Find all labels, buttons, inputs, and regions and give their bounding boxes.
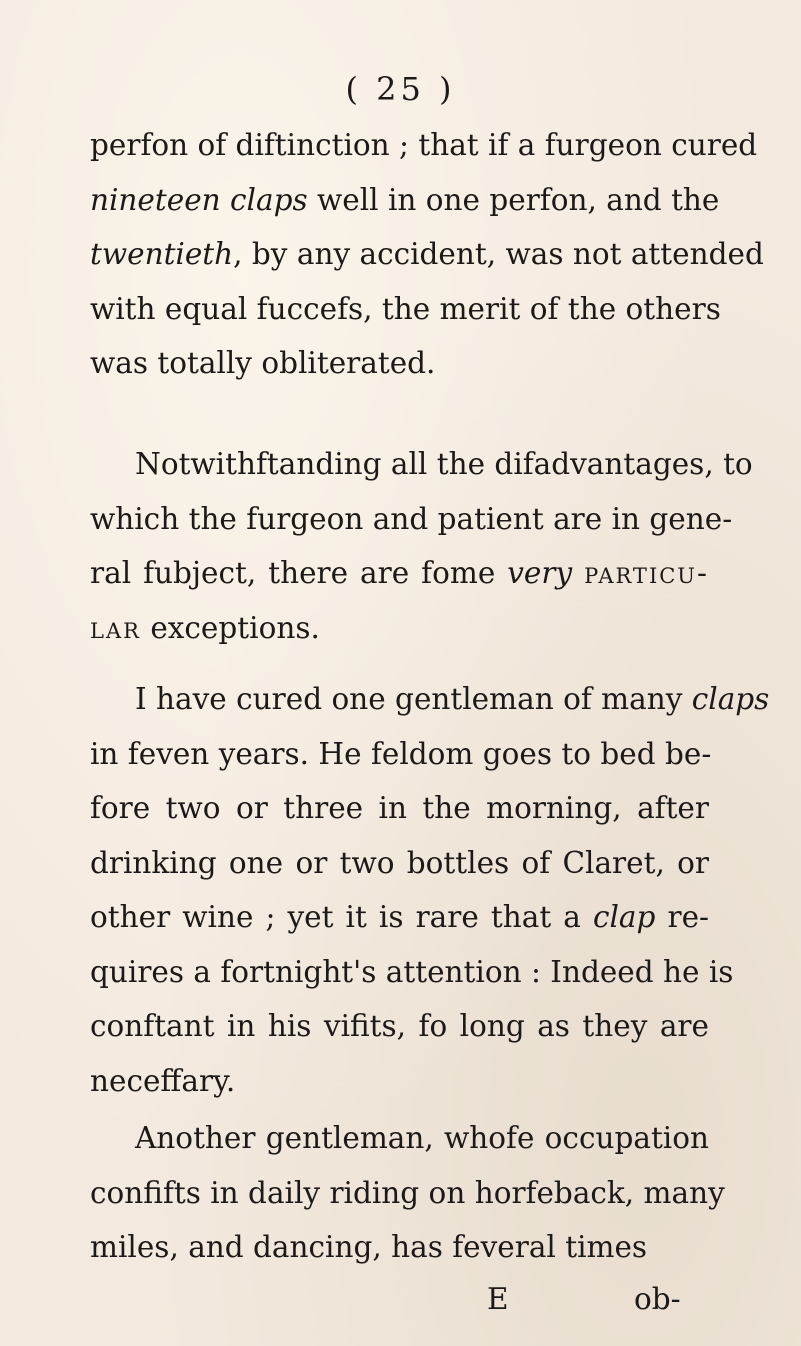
italic-text: very <box>507 556 573 590</box>
text-line <box>90 553 709 593</box>
text-line <box>90 1006 709 1046</box>
text-line <box>90 952 734 992</box>
text-line <box>135 679 770 719</box>
text-line <box>90 1227 709 1267</box>
text-segment: Another gentleman, whofe occupation <box>135 1121 709 1155</box>
page-number: ( 25 ) <box>345 70 456 108</box>
text-line <box>90 289 721 329</box>
italic-text: claps <box>691 682 770 716</box>
text-line <box>90 897 709 937</box>
text-line <box>90 734 712 774</box>
text-line <box>90 788 709 828</box>
small-caps-text: particu- <box>584 556 709 590</box>
text-segment: ral fubject, there are fome <box>90 556 508 590</box>
text-segment: drinking one or two bottles of Claret, or <box>90 846 709 880</box>
text-segment: was totally obliterated. <box>90 346 436 380</box>
text-segment: well in one perfon, and the <box>307 183 720 217</box>
italic-text: twentieth <box>90 237 234 271</box>
signature-mark: E <box>487 1282 509 1316</box>
text-line <box>135 444 753 484</box>
italic-text: nineteen claps <box>90 183 308 217</box>
italic-text: clap <box>592 900 656 934</box>
catchword: ob- <box>634 1282 681 1316</box>
text-line <box>135 1118 709 1158</box>
text-segment: which the furgeon and patient are in gene- <box>90 502 733 536</box>
text-line <box>90 343 709 383</box>
text-line <box>90 843 709 883</box>
text-segment: re- <box>655 900 709 934</box>
text-line <box>90 1061 709 1101</box>
text-segment: confifts in daily riding on horfeback, many <box>90 1176 725 1210</box>
text-segment: in feven years. He feldom goes to bed be- <box>90 737 712 771</box>
text-segment: , by any accident, was not attended <box>233 237 764 271</box>
text-segment: Notwithftanding all the difadvantages, to <box>135 447 753 481</box>
text-segment: conftant in his vifits, fo long as they are <box>90 1009 709 1043</box>
text-line <box>90 608 709 648</box>
text-segment: miles, and dancing, has feveral times <box>90 1230 648 1264</box>
text-segment: exceptions. <box>140 611 320 645</box>
text-segment <box>572 556 584 590</box>
text-segment: I have cured one gentleman of many <box>135 682 692 716</box>
text-segment: fore two or three in the morning, after <box>90 791 709 825</box>
text-segment: with equal fuccefs, the merit of the others <box>90 292 721 326</box>
text-segment: neceffary. <box>90 1064 236 1098</box>
text-line <box>90 1173 725 1213</box>
text-line <box>90 499 733 539</box>
text-line <box>90 180 720 220</box>
text-segment: other wine ; yet it is rare that a <box>90 900 593 934</box>
text-segment: quires a fortnight's attention : Indeed he is <box>90 955 734 989</box>
small-caps-text: lar <box>90 611 141 645</box>
text-line <box>90 125 758 165</box>
text-line <box>90 234 764 274</box>
text-segment: perfon of diftinction ; that if a furgeon cured <box>90 128 758 162</box>
